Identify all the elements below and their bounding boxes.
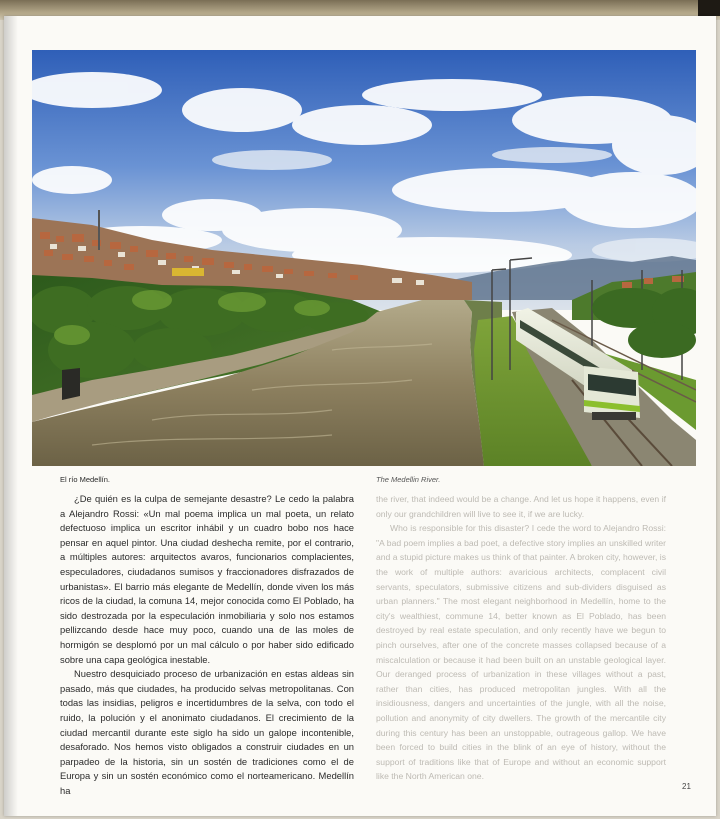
photo-caption: El río Medellín. [60, 475, 111, 484]
book-page [4, 16, 716, 816]
body-paragraph: ¿De quién es la culpa de semejante desastre? Le cedo la palabra a Alejandro Rossi: «Un mal poema implica un mal poeta, un relato defectuoso implica un escritor inhábil y un cuadro bobo nos hace pensar en aquel pintor. Una ciudad deshecha remite, por el contrario, a múltiples autores: arquitectos avaros, funcionarios complacientes, especuladores, ciudadanos sumisos y fraccionadores disfrazados de urbanistas». El barrio más elegante de Medellín, donde viven los más ricos de la ciudad, la comuna 14, mejor conocida como El Poblado, ha sido destrozada por la especulación inmobiliaria y solo nos estamos pellizcando desde hace muy poco, cuando una de las moles de hormigón se desplomó por un mal cálculo o por haber sido edificado sobre una capa geológica inestable. [60, 493, 354, 665]
body-paragraph: Nuestro desquiciado proceso de urbanización en estas aldeas sin pasado, más que ciudades, ha producido selvas metropolitanas. Con todas las insidias, peligros e incertidumbres de la selva, con todo el ruido, la polución y el anonimato ciudadanos. El crecimiento de la ciudad mercantil durante este siglo ha sido un galope incontenible, desaforado. Nos hemos visto obligados a construir ciudades en un parpadeo de la historia, sin un sostén de tradiciones como el de Europa y sin un sostén económico como el norteamericano. Medellín ha [60, 668, 354, 796]
body-paragraph-english: the river, that indeed would be a change. And let us hope it happens, even if only our grandchildren will live to see it, if we are lucky. [376, 494, 666, 519]
cover-corner [698, 0, 720, 16]
english-text-column [376, 492, 666, 784]
spanish-text-column [60, 492, 354, 798]
photo-caption-english: The Medellin River. [376, 475, 441, 484]
body-paragraph-english: Who is responsible for this disaster? I cede the word to Alejandro Rossi: "A bad poem implies a bad poet, a defective story implies an unskilled writer and a stupid picture makes us think of that painter. A broken city, however, is the work of multiple authors: avaricious architects, complacent civil servants, speculators, submissive citizens and sub-dividers disguised as urban planners." The most elegant neighborhood in Medellín, home to the city's wealthiest, commune 14, better known as El Poblado, has been destroyed by real estate speculation, and only recently have we begun to pinch ourselves, after one of the concrete masses collapsed because of a miscalculation or because it had been built on an unstable geological layer. Our deranged process of urbanization in these villages without a past, rather than cities, has produced metropolitan jungles. With all the insidiousness, dangers and uncertainties of the jungle, with all the noise, pollution and anonymity of city dwellers. The growth of the mercantile city during this century has been an unstoppable, outrageous gallop. We have been forced to build cities in the blink of an eye of history, without the support of traditions like that of Europe and without an economic support like the North American one. [376, 523, 666, 782]
page-number: 21 [682, 782, 691, 791]
river-photo [32, 50, 696, 466]
